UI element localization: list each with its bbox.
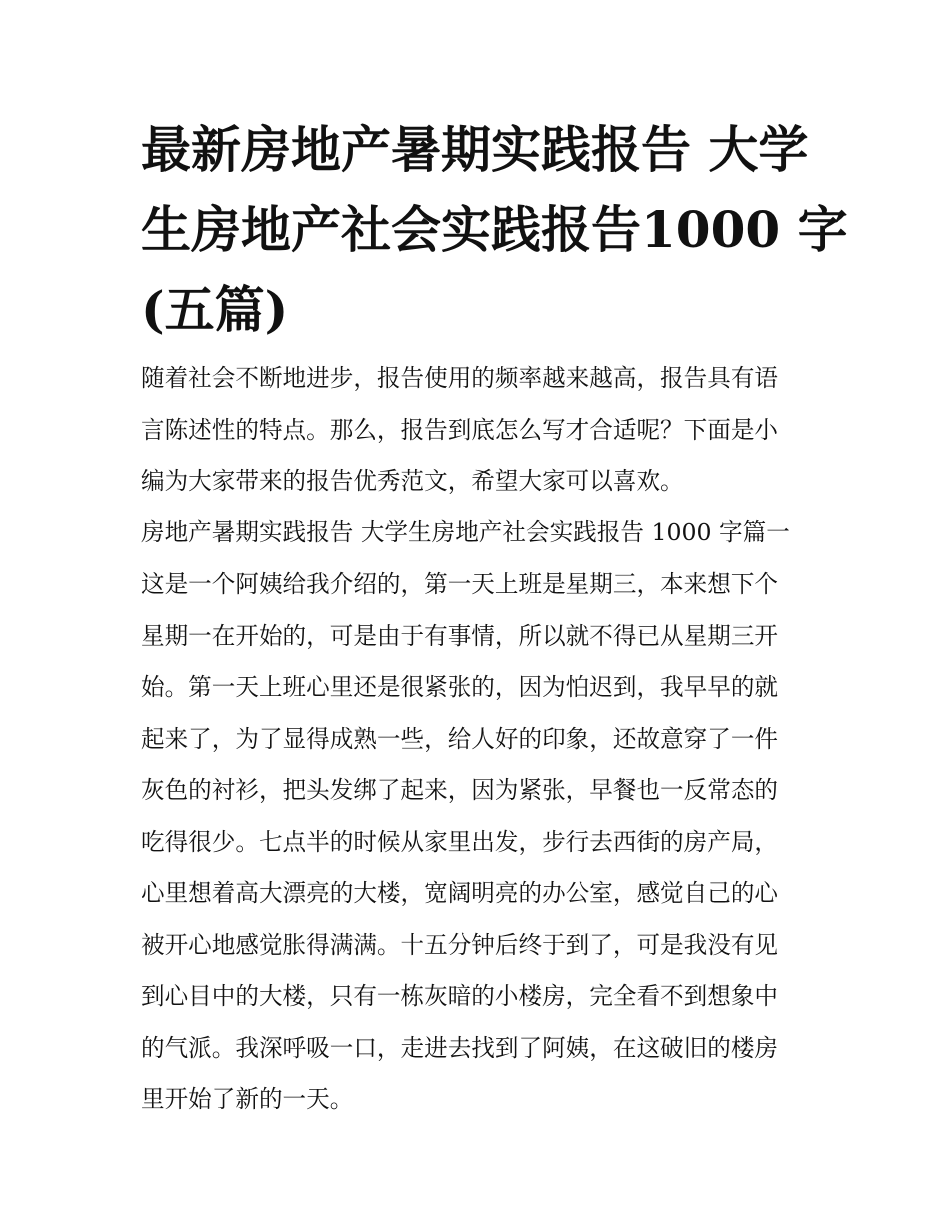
- article-line: 里开始了新的一天。: [141, 1085, 354, 1113]
- article-line: 心里想着高大漂亮的大楼，宽阔明亮的办公室，感觉自己的心: [141, 879, 779, 907]
- article-line: 起来了，为了显得成熟一些，给人好的印象，还故意穿了一件: [141, 724, 779, 753]
- section-heading-text: 房地产暑期实践报告 大学生房地产社会实践报告 1000 字篇一: [141, 518, 790, 546]
- article-line: 被开心地感觉胀得满满。十五分钟后终于到了，可是我没有见: [141, 930, 779, 959]
- title-line: (五篇): [141, 280, 289, 339]
- article-line: 的气派。我深呼吸一口，走进去找到了阿姨，在这破旧的楼房: [141, 1033, 779, 1062]
- article-line: 始。第一天上班心里还是很紧张的，因为怕迟到，我早早的就: [141, 673, 779, 701]
- section-heading: [141, 507, 821, 559]
- article-line: 星期一在开始的，可是由于有事情，所以就不得已从星期三开: [141, 621, 779, 650]
- intro-paragraph: [141, 353, 821, 508]
- intro-line: 编为大家带来的报告优秀范文，希望大家可以喜欢。: [141, 467, 684, 495]
- intro-line: 随着社会不断地进步，报告使用的频率越来越高，报告具有语: [141, 364, 779, 392]
- article-line: 吃得很少。七点半的时候从家里出发，步行去西街的房产局，: [141, 827, 779, 856]
- title-line: 生房地产社会实践报告1000 字: [141, 200, 848, 259]
- article-line: 这是一个阿姨给我介绍的，第一天上班是星期三，本来想下个: [141, 570, 779, 598]
- article-line: 到心目中的大楼，只有一栋灰暗的小楼房，完全看不到想象中: [141, 982, 779, 1010]
- title-line: 最新房地产暑期实践报告 大学: [141, 120, 809, 179]
- document-title: [141, 110, 848, 350]
- article-paragraph: [141, 559, 821, 1126]
- intro-line: 言陈述性的特点。那么，报告到底怎么写才合适呢？下面是小: [141, 415, 779, 444]
- article-line: 灰色的衬衫，把头发绑了起来，因为紧张，早餐也一反常态的: [141, 776, 779, 804]
